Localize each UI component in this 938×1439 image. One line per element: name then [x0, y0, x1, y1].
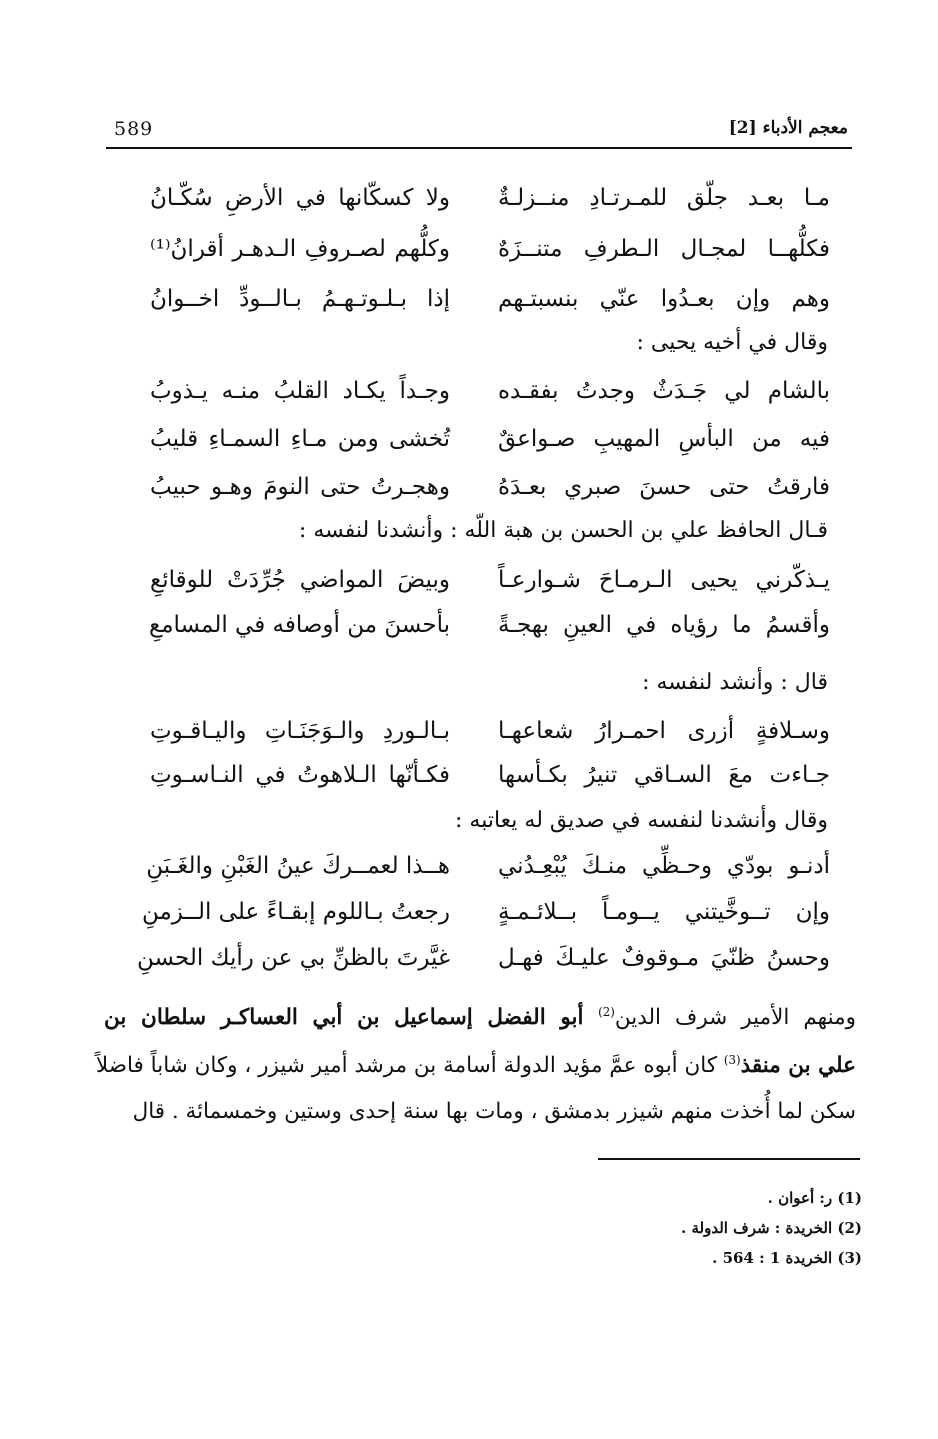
- verse-line: [150, 474, 830, 514]
- verse-line: [150, 185, 830, 225]
- first-hemistich: جـاءت معَ السـاقي تنيرُ بكـأسها: [498, 762, 830, 788]
- page-header: [106, 118, 852, 142]
- prose-bold-name: أبو الفضل إسماعيل بن أبي العساكـر سلطان بن: [104, 1005, 599, 1031]
- verse-line: [150, 612, 830, 652]
- verse-line: [150, 236, 830, 276]
- poem-intro: قال : وأنشد لنفسه :: [642, 670, 828, 695]
- prose-text: كان أبوه عمَّ مؤيد الدولة أسامة بن مرشد أمير شيزر ، وكان شاباً فاضلاً: [95, 1053, 724, 1079]
- first-hemistich: فارقتُ حتى حسنَ صبري بعـدَهُ: [498, 474, 830, 500]
- first-hemistich: بالشام لي جَـدَثٌ وجدتُ بفقـده: [498, 378, 830, 404]
- first-hemistich: فكلُّهــا لمجـال الـطرفِ متنــزَهٌ: [498, 236, 830, 262]
- second-hemistich: غيَّرتَ بالظنِّ بي عن رأيك الحسنِ: [136, 945, 450, 971]
- footnote-ref: (3): [723, 1053, 741, 1067]
- poem-intro: وقال وأنشدنا لنفسه في صديق له يعاتبه :: [455, 808, 828, 833]
- second-hemistich: بأحسنَ من أوصافه في المسامعِ: [148, 612, 450, 638]
- first-hemistich: أدنـو بودّي وحـظِّي منـكَ يُبْعِـدُني: [498, 853, 830, 879]
- verse-line: [150, 378, 830, 418]
- verse-line: [150, 426, 830, 466]
- second-hemistich: ولا كسكّانها في الأرضِ سُكّـانُ: [150, 185, 450, 211]
- running-title: معجم الأدباء [2]: [728, 118, 848, 138]
- prose-line: [104, 1005, 856, 1030]
- verse-line: [150, 567, 830, 607]
- second-hemistich: هــذا لعمــركَ عينُ الغَبْنِ والغَـبَنِ: [146, 853, 450, 879]
- prose-text: ومنهم الأمير شرف الدين: [614, 1005, 856, 1031]
- first-hemistich: فيه من البأسِ المهيبِ صـواعقٌ: [498, 426, 830, 452]
- second-hemistich: تُخشى ومن مـاءِ السمـاءِ قليبُ: [150, 426, 450, 452]
- second-hemistich: إذا بـلـوتـهـمُ بـالــودِّ اخــوانُ: [150, 286, 450, 312]
- verse-line: [150, 762, 830, 802]
- verse-line: [150, 718, 830, 758]
- first-hemistich: وسـلافةٍ أزرى احمـرارُ شعاعهـا: [498, 718, 830, 744]
- verse-line: [136, 945, 830, 985]
- second-hemistich: وجـداً يكـاد القلبُ منـه يـذوبُ: [150, 378, 450, 404]
- second-hemistich: فكـأنّها الـلاهوتُ في النـاسـوتِ: [150, 762, 450, 788]
- verse-line: [146, 853, 830, 893]
- second-hemistich: وكلُّهم لصـروفِ الـدهـر أقرانُ⁽¹⁾: [150, 236, 450, 262]
- second-hemistich: وهجـرتُ حتى النومَ وهـو حبيبُ: [150, 474, 450, 500]
- second-hemistich: رجعتُ بـاللوم إبقـاءً على الــزمنِ: [141, 899, 450, 925]
- page-number: 589: [114, 118, 154, 140]
- second-hemistich: بـالـوردِ والـوَجَنَـاتِ واليـاقـوتِ: [150, 718, 450, 744]
- footnote: (1) ر: أعوان .: [767, 1189, 862, 1207]
- first-hemistich: مـا بعـد جلّق للمـرتـادِ منــزلـةٌ: [498, 185, 830, 211]
- poem-intro: قـال الحافظ علي بن الحسن بن هبة اللّه : وأنشدنا لنفسه :: [298, 518, 828, 543]
- prose-line: [95, 1053, 856, 1079]
- header-rule: [106, 147, 852, 149]
- first-hemistich: وأقسمُ ما رؤياه في العينِ بهجـةً: [498, 612, 830, 638]
- first-hemistich: يـذكّرني يحيى الـرمـاحَ شـوارعـاً: [498, 567, 830, 593]
- footnote: (2) الخريدة : شرف الدولة .: [681, 1219, 862, 1237]
- verse-line: [141, 899, 830, 939]
- verse-line: [150, 286, 830, 326]
- first-hemistich: وهم وإن بعـدُوا عنّي بنسبتـهم: [498, 286, 830, 312]
- second-hemistich: وبيضَ المواضي جُرِّدَتْ للوقائعِ: [150, 567, 450, 593]
- footnote-ref: (2): [598, 1005, 615, 1019]
- prose-text: سكن لما أُخذت منهم شيزر بدمشق ، ومات بها سنة إحدى وستين وخمسمائة . قال: [132, 1099, 856, 1124]
- footnote-rule: [598, 1158, 860, 1160]
- poem-intro: وقال في أخيه يحيى :: [636, 330, 828, 355]
- prose-bold-name: علي بن منقذ: [740, 1053, 856, 1079]
- first-hemistich: وإن تــوخَّيتني يــومـاً بــلائـمـةٍ: [498, 899, 830, 925]
- footnote: (3) الخريدة 1 : 564 .: [712, 1249, 862, 1267]
- prose-line: [104, 1099, 856, 1124]
- first-hemistich: وحسنُ ظنّيَ مـوقوفٌ عليـكَ فهـل: [498, 945, 830, 971]
